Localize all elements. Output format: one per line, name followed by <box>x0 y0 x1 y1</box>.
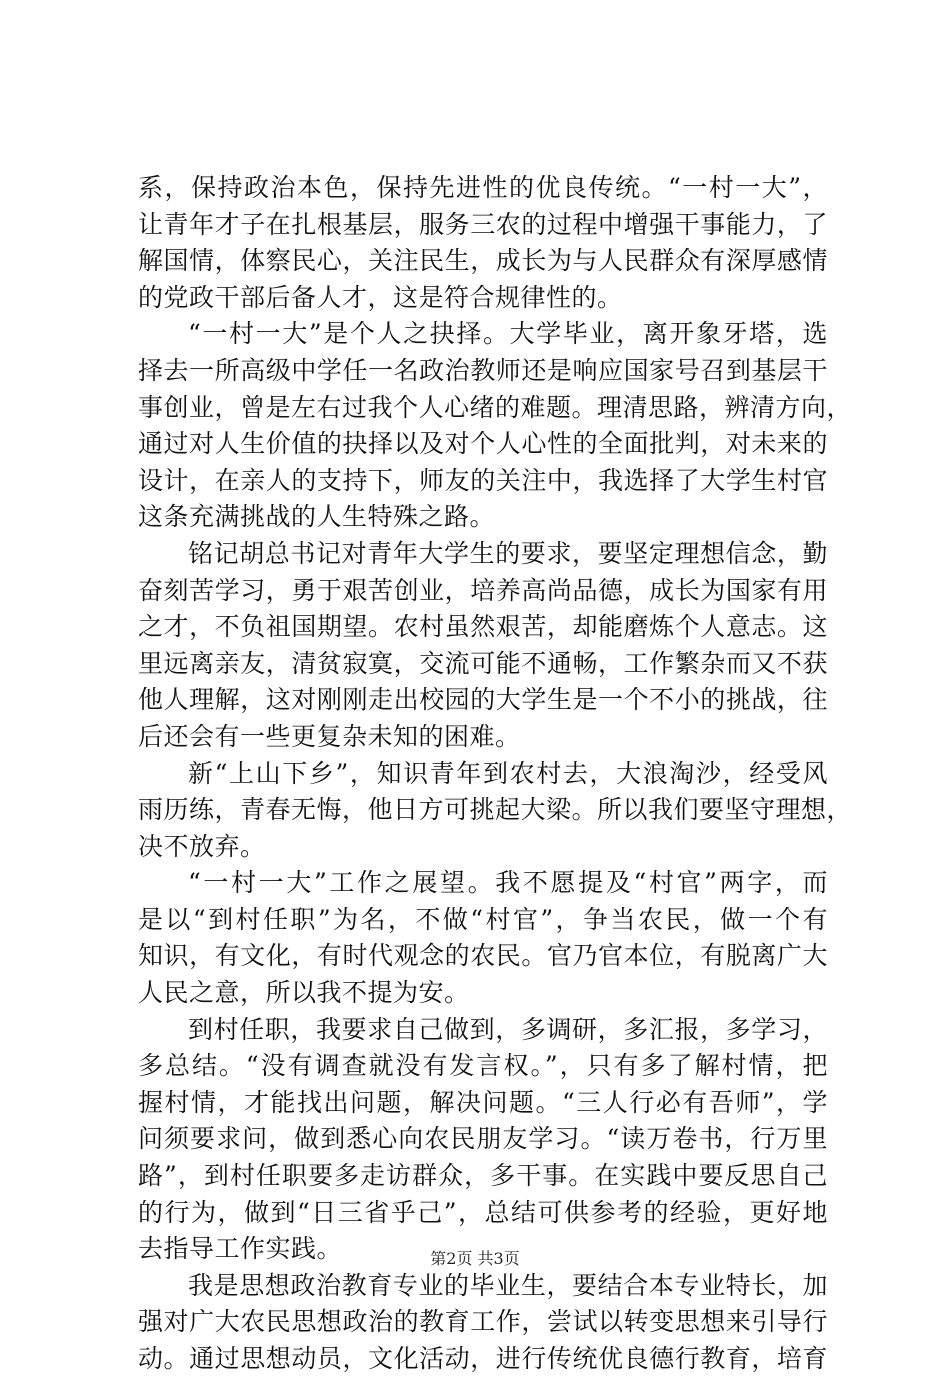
text-line: 知识，有文化，有时代观念的农民。官乃官本位，有脱离广大 <box>138 941 828 971</box>
text-line: 解国情，体察民心，关注民生，成长为与人民群众有深厚感情 <box>138 246 828 276</box>
text-line: 后还会有一些更复杂未知的困难。 <box>138 721 521 751</box>
text-line: 铭记胡总书记对青年大学生的要求，要坚定理想信念，勤 <box>188 538 828 568</box>
text-line: 是以“到村任职”为名，不做“村官”，争当农民，做一个有 <box>138 904 828 934</box>
text-line: 问须要求问，做到悉心向农民朋友学习。“读万卷书，行万里 <box>138 1124 828 1154</box>
document-body <box>138 170 853 1378</box>
text-line: 让青年才子在扎根基层，服务三农的过程中增强干事能力，了 <box>138 209 828 239</box>
text-line: 多总结。“没有调查就没有发言权。”，只有多了解村情，把 <box>138 1051 828 1081</box>
text-line: 路”，到村任职要多走访群众，多干事。在实践中要反思自己 <box>138 1161 828 1191</box>
text-line: 的党政干部后备人才，这是符合规律性的。 <box>138 282 623 312</box>
text-line: 的行为，做到“日三省乎己”，总结可供参考的经验，更好地 <box>138 1197 828 1227</box>
text-line: 设计，在亲人的支持下，师友的关注中，我选择了大学生村官 <box>138 465 828 495</box>
text-line: 新“上山下乡”，知识青年到农村去，大浪淘沙，经受风 <box>188 758 828 788</box>
text-line: 人民之意，所以我不提为安。 <box>138 978 470 1008</box>
text-line: 我是思想政治教育专业的毕业生，要结合本专业特长，加 <box>188 1270 828 1300</box>
text-line: 握村情，才能找出问题，解决问题。“三人行必有吾师”，学 <box>138 1087 828 1117</box>
text-line: 去指导工作实践。 <box>138 1234 343 1264</box>
text-line: 之才，不负祖国期望。农村虽然艰苦，却能磨炼个人意志。这 <box>138 612 828 642</box>
text-line: 动。通过思想动员，文化活动，进行传统优良德行教育，培育 <box>138 1344 828 1373</box>
text-line: 通过对人生价值的抉择以及对个人心性的全面批判，对未来的 <box>138 429 828 459</box>
text-line: 到村任职，我要求自己做到，多调研，多汇报，多学习， <box>188 1014 828 1044</box>
text-line: “一村一大”是个人之抉择。大学毕业，离开象牙塔，选 <box>188 319 828 349</box>
page-number: 第2页 共3页 <box>430 1249 520 1268</box>
text-line: 择去一所高级中学任一名政治教师还是响应国家号召到基层干 <box>138 355 828 385</box>
text-line: 他人理解，这对刚刚走出校园的大学生是一个不小的挑战，往 <box>138 685 828 715</box>
text-line: 雨历练，青春无悔，他日方可挑起大梁。所以我们要坚守理想， <box>138 795 853 825</box>
text-line: 这条充满挑战的人生特殊之路。 <box>138 502 496 532</box>
text-line: 奋刻苦学习，勇于艰苦创业，培养高尚品德，成长为国家有用 <box>138 575 828 605</box>
text-line: 里远离亲友，清贫寂寞，交流可能不通畅，工作繁杂而又不获 <box>138 648 828 678</box>
text-line: 事创业，曾是左右过我个人心绪的难题。理清思路，辨清方向， <box>138 392 853 422</box>
text-line: 系，保持政治本色，保持先进性的优良传统。“一村一大”， <box>138 173 828 202</box>
text-line: 决不放弃。 <box>138 831 266 861</box>
text-line: 强对广大农民思想政治的教育工作，尝试以转变思想来引导行 <box>138 1307 828 1337</box>
text-line: “一村一大”工作之展望。我不愿提及“村官”两字，而 <box>188 868 828 898</box>
